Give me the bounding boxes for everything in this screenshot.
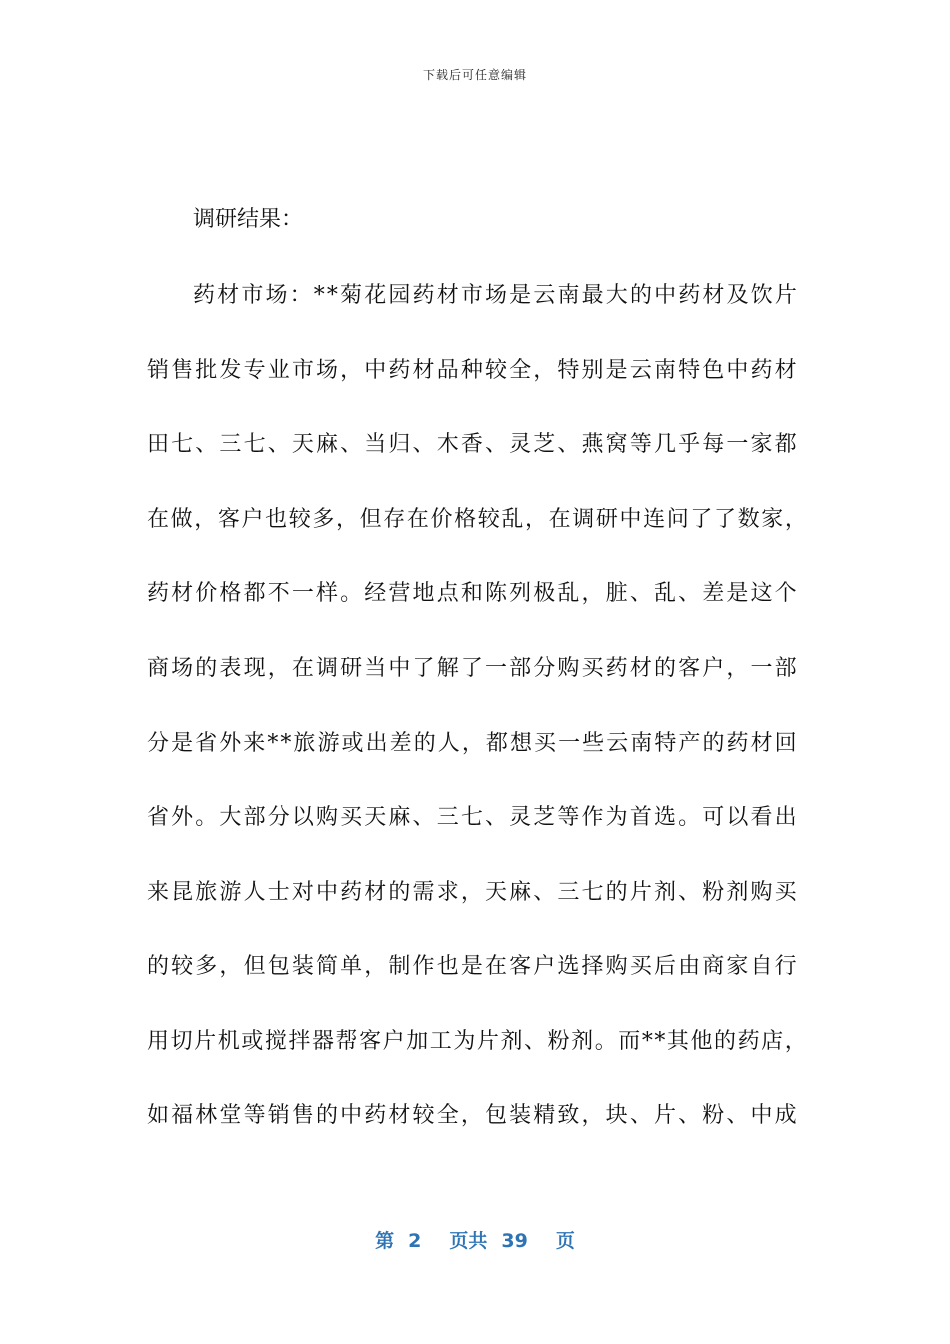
footer-suffix: 页	[555, 1230, 575, 1252]
paragraph-line-12: 如 福 林 堂 等 销 售 的 中 药 材 较 全 ， 包 装 精 致 ， 块 、 片 、 粉 、 中 成	[147, 1103, 797, 1128]
footer-middle: 页共	[449, 1230, 488, 1252]
paragraph-line-5: 药 材 价 格 都 不 一 样 。 经 营 地 点 和 陈 列 极 乱 ， 脏 、 乱 、 差 是 这 个	[147, 581, 797, 606]
footer-current-page: 2	[408, 1230, 422, 1252]
paragraph-line-9: 来 昆 旅 游 人 士 对 中 药 材 的 需 求 ， 天 麻 、 三 七 的 片 剂 、 粉 剂 购 买	[147, 880, 797, 905]
paragraph-line-1: 药 材 市 场 ： * * 菊 花 园 药 材 市 场 是 云 南 最 大 的 中 药 材 及 饮 片	[193, 283, 797, 308]
footer-prefix: 第	[375, 1230, 395, 1252]
paragraph-line-10: 的 较 多 ， 但 包 装 简 单 ， 制 作 也 是 在 客 户 选 择 购 买 后 由 商 家 自 行	[147, 954, 797, 979]
section-title: 调研结果：	[193, 207, 304, 232]
footer-total-pages: 39	[501, 1230, 528, 1252]
paragraph-line-7: 分 是 省 外 来 * * 旅 游 或 出 差 的 人 ， 都 想 买 一 些 云 南 特 产 的 药 材 回	[147, 731, 797, 756]
paragraph-line-2: 销 售 批 发 专 业 市 场 ， 中 药 材 品 种 较 全 ， 特 别 是 云 南 特 色 中 药 材	[147, 358, 797, 383]
page-header: 下载后可任意编辑	[422, 68, 527, 82]
paragraph-line-4: 在 做 ， 客 户 也 较 多 ， 但 存 在 价 格 较 乱 ， 在 调 研 中 连 问 了 了 数 家 ，	[147, 507, 807, 532]
page-footer	[0, 1226, 950, 1253]
paragraph-line-8: 省 外 。 大 部 分 以 购 买 天 麻 、 三 七 、 灵 芝 等 作 为 首 选 。 可 以 看 出	[147, 805, 797, 830]
paragraph-line-6: 商 场 的 表 现 ， 在 调 研 当 中 了 解 了 一 部 分 购 买 药 材 的 客 户 ， 一 部	[147, 656, 797, 681]
paragraph-line-3: 田 七 、 三 七 、 天 麻 、 当 归 、 木 香 、 灵 芝 、 燕 窝 等 几 乎 每 一 家 都	[147, 432, 797, 457]
paragraph-line-11: 用 切 片 机 或 搅 拌 器 帮 客 户 加 工 为 片 剂 、 粉 剂 。 而 * * 其 他 的 药 店 ，	[147, 1029, 807, 1054]
